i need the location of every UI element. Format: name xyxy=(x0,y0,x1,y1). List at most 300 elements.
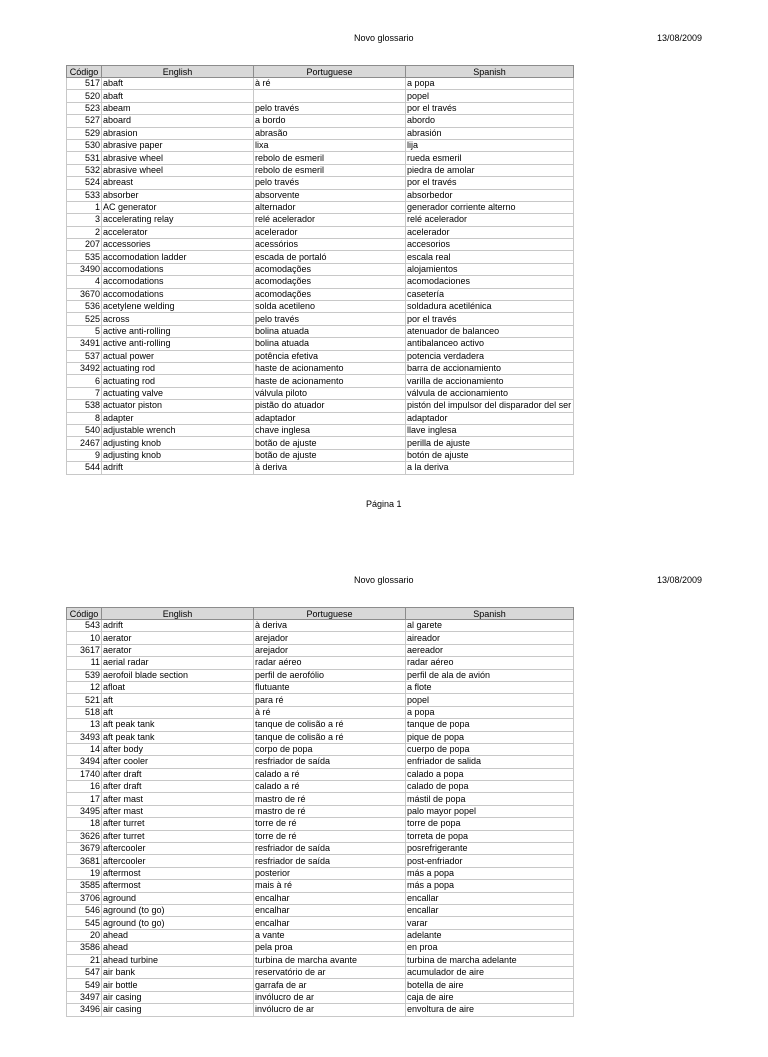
cell-spanish: barra de accionamiento xyxy=(406,362,574,374)
cell-english: aft xyxy=(102,706,254,718)
cell-portuguese: à deriva xyxy=(254,620,406,632)
cell-english: aground (to go) xyxy=(102,904,254,916)
cell-spanish: mástil de popa xyxy=(406,793,574,805)
cell-english: abreast xyxy=(102,177,254,189)
cell-english: aftercooler xyxy=(102,843,254,855)
header-title: Novo glossario xyxy=(354,33,414,43)
cell-portuguese: solda acetileno xyxy=(254,301,406,313)
cell-english: aground xyxy=(102,892,254,904)
cell-spanish: calado a popa xyxy=(406,768,574,780)
cell-code: 3626 xyxy=(67,830,102,842)
table-row xyxy=(67,313,574,325)
table-row xyxy=(67,375,574,387)
cell-spanish: varar xyxy=(406,917,574,929)
cell-english: adjusting knob xyxy=(102,449,254,461)
column-header-code: Código xyxy=(67,608,102,620)
table-row xyxy=(67,90,574,102)
cell-spanish: abrasión xyxy=(406,127,574,139)
cell-spanish: aereador xyxy=(406,644,574,656)
cell-spanish: caja de aire xyxy=(406,991,574,1003)
table-row xyxy=(67,362,574,374)
cell-code: 5 xyxy=(67,325,102,337)
cell-portuguese: potência efetiva xyxy=(254,350,406,362)
table-row xyxy=(67,412,574,424)
cell-code: 3585 xyxy=(67,880,102,892)
cell-code: 12 xyxy=(67,681,102,693)
cell-code: 535 xyxy=(67,251,102,263)
cell-code: 4 xyxy=(67,276,102,288)
cell-spanish: post-enfriador xyxy=(406,855,574,867)
cell-portuguese: botão de ajuste xyxy=(254,449,406,461)
table-row xyxy=(67,462,574,474)
cell-spanish: acomodaciones xyxy=(406,276,574,288)
cell-code: 545 xyxy=(67,917,102,929)
cell-spanish: turbina de marcha adelante xyxy=(406,954,574,966)
cell-portuguese: chave inglesa xyxy=(254,424,406,436)
glossary-table xyxy=(66,607,574,1017)
cell-code: 529 xyxy=(67,127,102,139)
cell-english: abeam xyxy=(102,102,254,114)
cell-english: air bottle xyxy=(102,979,254,991)
cell-english: air casing xyxy=(102,991,254,1003)
table-row xyxy=(67,127,574,139)
cell-code: 11 xyxy=(67,657,102,669)
cell-code: 3494 xyxy=(67,756,102,768)
cell-code: 533 xyxy=(67,189,102,201)
header-title: Novo glossario xyxy=(354,575,414,585)
cell-portuguese: acessórios xyxy=(254,239,406,251)
table-row xyxy=(67,805,574,817)
cell-english: aftermost xyxy=(102,867,254,879)
table-header-row xyxy=(67,66,574,78)
table-header-row xyxy=(67,608,574,620)
cell-english: aerofoil blade section xyxy=(102,669,254,681)
cell-english: accomodations xyxy=(102,288,254,300)
cell-portuguese: acomodações xyxy=(254,288,406,300)
cell-code: 3681 xyxy=(67,855,102,867)
page-footer: Página 1 xyxy=(366,499,402,509)
cell-portuguese: corpo de popa xyxy=(254,743,406,755)
cell-code: 17 xyxy=(67,793,102,805)
cell-spanish: abordo xyxy=(406,115,574,127)
table-row xyxy=(67,880,574,892)
table-row xyxy=(67,979,574,991)
cell-portuguese: invólucro de ar xyxy=(254,1004,406,1016)
table-row xyxy=(67,731,574,743)
cell-code: 523 xyxy=(67,102,102,114)
table-row xyxy=(67,620,574,632)
cell-code: 536 xyxy=(67,301,102,313)
cell-code: 549 xyxy=(67,979,102,991)
cell-code: 3490 xyxy=(67,263,102,275)
cell-code: 532 xyxy=(67,164,102,176)
cell-code: 525 xyxy=(67,313,102,325)
table-row xyxy=(67,954,574,966)
table-row xyxy=(67,449,574,461)
cell-portuguese: encalhar xyxy=(254,904,406,916)
cell-spanish: tanque de popa xyxy=(406,719,574,731)
cell-portuguese: haste de acionamento xyxy=(254,362,406,374)
table-row xyxy=(67,251,574,263)
cell-english: after body xyxy=(102,743,254,755)
cell-spanish: aireador xyxy=(406,632,574,644)
table-row xyxy=(67,768,574,780)
cell-portuguese: pelo través xyxy=(254,102,406,114)
page-1 xyxy=(0,0,768,512)
cell-code: 13 xyxy=(67,719,102,731)
table-row xyxy=(67,917,574,929)
cell-english: aft xyxy=(102,694,254,706)
cell-english: actuator piston xyxy=(102,400,254,412)
cell-english: abrasive wheel xyxy=(102,152,254,164)
cell-code: 3493 xyxy=(67,731,102,743)
table-row xyxy=(67,424,574,436)
table-row xyxy=(67,855,574,867)
cell-code: 517 xyxy=(67,78,102,90)
table-row xyxy=(67,681,574,693)
cell-spanish: más a popa xyxy=(406,867,574,879)
cell-portuguese: à ré xyxy=(254,706,406,718)
cell-spanish: más a popa xyxy=(406,880,574,892)
cell-spanish: por el través xyxy=(406,177,574,189)
table-row xyxy=(67,263,574,275)
table-row xyxy=(67,867,574,879)
cell-portuguese: bolina atuada xyxy=(254,338,406,350)
cell-code: 20 xyxy=(67,929,102,941)
cell-code: 207 xyxy=(67,239,102,251)
cell-english: after draft xyxy=(102,768,254,780)
cell-portuguese: abrasão xyxy=(254,127,406,139)
cell-code: 14 xyxy=(67,743,102,755)
table-body xyxy=(67,620,574,1017)
header-date: 13/08/2009 xyxy=(657,575,703,585)
table-row xyxy=(67,781,574,793)
table-row xyxy=(67,325,574,337)
cell-spanish: potencia verdadera xyxy=(406,350,574,362)
cell-english: afloat xyxy=(102,681,254,693)
table-row xyxy=(67,201,574,213)
cell-portuguese: mais à ré xyxy=(254,880,406,892)
cell-spanish: válvula de accionamiento xyxy=(406,387,574,399)
cell-code: 547 xyxy=(67,966,102,978)
cell-code: 10 xyxy=(67,632,102,644)
cell-code: 2467 xyxy=(67,437,102,449)
cell-code: 3497 xyxy=(67,991,102,1003)
cell-english: aft peak tank xyxy=(102,731,254,743)
table-row xyxy=(67,177,574,189)
cell-english: after draft xyxy=(102,781,254,793)
table-row xyxy=(67,669,574,681)
cell-spanish: pistón del impulsor del disparador del ser xyxy=(406,400,574,412)
cell-spanish: perfil de ala de avión xyxy=(406,669,574,681)
cell-portuguese: turbina de marcha avante xyxy=(254,954,406,966)
cell-english: after turret xyxy=(102,830,254,842)
cell-code: 537 xyxy=(67,350,102,362)
cell-portuguese: radar aéreo xyxy=(254,657,406,669)
cell-portuguese: calado a ré xyxy=(254,781,406,793)
cell-code: 3670 xyxy=(67,288,102,300)
cell-english: accessories xyxy=(102,239,254,251)
glossary-table xyxy=(66,65,574,475)
cell-portuguese: arejador xyxy=(254,632,406,644)
cell-code: 1 xyxy=(67,201,102,213)
cell-english: aground (to go) xyxy=(102,917,254,929)
cell-portuguese: lixa xyxy=(254,139,406,151)
cell-spanish: alojamientos xyxy=(406,263,574,275)
header-date: 13/08/2009 xyxy=(657,33,703,43)
cell-spanish: al garete xyxy=(406,620,574,632)
cell-spanish: por el través xyxy=(406,313,574,325)
cell-spanish: en proa xyxy=(406,942,574,954)
cell-code: 2 xyxy=(67,226,102,238)
cell-spanish: calado de popa xyxy=(406,781,574,793)
cell-spanish: encallar xyxy=(406,904,574,916)
cell-portuguese: encalhar xyxy=(254,917,406,929)
cell-english: ahead turbine xyxy=(102,954,254,966)
cell-portuguese: acomodações xyxy=(254,263,406,275)
cell-english: adrift xyxy=(102,462,254,474)
cell-portuguese: escada de portaló xyxy=(254,251,406,263)
cell-english: aboard xyxy=(102,115,254,127)
cell-portuguese: haste de acionamento xyxy=(254,375,406,387)
cell-spanish: atenuador de balanceo xyxy=(406,325,574,337)
table-row xyxy=(67,743,574,755)
cell-code: 3492 xyxy=(67,362,102,374)
cell-spanish: rueda esmeril xyxy=(406,152,574,164)
cell-portuguese: garrafa de ar xyxy=(254,979,406,991)
cell-code: 7 xyxy=(67,387,102,399)
cell-english: actual power xyxy=(102,350,254,362)
cell-code: 3495 xyxy=(67,805,102,817)
cell-english: actuating rod xyxy=(102,375,254,387)
cell-english: after mast xyxy=(102,805,254,817)
cell-portuguese: bolina atuada xyxy=(254,325,406,337)
cell-portuguese: perfil de aerofólio xyxy=(254,669,406,681)
cell-code: 3679 xyxy=(67,843,102,855)
cell-spanish: enfriador de salida xyxy=(406,756,574,768)
cell-english: ahead xyxy=(102,942,254,954)
column-header-portuguese: Portuguese xyxy=(254,66,406,78)
cell-spanish: cuerpo de popa xyxy=(406,743,574,755)
cell-spanish: varilla de accionamiento xyxy=(406,375,574,387)
cell-english: abaft xyxy=(102,90,254,102)
table-row xyxy=(67,966,574,978)
cell-portuguese: a bordo xyxy=(254,115,406,127)
cell-portuguese: mastro de ré xyxy=(254,805,406,817)
cell-english: aerator xyxy=(102,632,254,644)
cell-portuguese: relé acelerador xyxy=(254,214,406,226)
cell-english: actuating rod xyxy=(102,362,254,374)
cell-spanish: encallar xyxy=(406,892,574,904)
cell-english: accelerator xyxy=(102,226,254,238)
cell-english: aft peak tank xyxy=(102,719,254,731)
cell-spanish: a popa xyxy=(406,78,574,90)
cell-portuguese: arejador xyxy=(254,644,406,656)
table-row xyxy=(67,226,574,238)
cell-english: abrasive wheel xyxy=(102,164,254,176)
cell-portuguese: flutuante xyxy=(254,681,406,693)
table-row xyxy=(67,892,574,904)
cell-spanish: popel xyxy=(406,694,574,706)
cell-spanish: posrefrigerante xyxy=(406,843,574,855)
cell-spanish: acelerador xyxy=(406,226,574,238)
cell-spanish: radar aéreo xyxy=(406,657,574,669)
cell-portuguese: rebolo de esmeril xyxy=(254,164,406,176)
table-row xyxy=(67,301,574,313)
cell-code: 544 xyxy=(67,462,102,474)
table-row xyxy=(67,719,574,731)
cell-english: abrasion xyxy=(102,127,254,139)
cell-spanish: adaptador xyxy=(406,412,574,424)
cell-english: air bank xyxy=(102,966,254,978)
cell-portuguese: reservatório de ar xyxy=(254,966,406,978)
cell-code: 531 xyxy=(67,152,102,164)
table-row xyxy=(67,632,574,644)
cell-spanish: piedra de amolar xyxy=(406,164,574,176)
cell-code: 524 xyxy=(67,177,102,189)
cell-portuguese: rebolo de esmeril xyxy=(254,152,406,164)
cell-english: active anti-rolling xyxy=(102,325,254,337)
column-header-portuguese: Portuguese xyxy=(254,608,406,620)
cell-spanish: soldadura acetilénica xyxy=(406,301,574,313)
cell-portuguese: resfriador de saída xyxy=(254,855,406,867)
cell-english: actuating valve xyxy=(102,387,254,399)
cell-code: 3617 xyxy=(67,644,102,656)
cell-english: accomodations xyxy=(102,263,254,275)
cell-code: 3491 xyxy=(67,338,102,350)
cell-english: accelerating relay xyxy=(102,214,254,226)
table-row xyxy=(67,694,574,706)
cell-spanish: pique de popa xyxy=(406,731,574,743)
cell-portuguese: posterior xyxy=(254,867,406,879)
cell-spanish: lija xyxy=(406,139,574,151)
cell-portuguese: acelerador xyxy=(254,226,406,238)
cell-code: 3706 xyxy=(67,892,102,904)
table-row xyxy=(67,139,574,151)
cell-spanish: absorbedor xyxy=(406,189,574,201)
cell-english: accomodations xyxy=(102,276,254,288)
cell-spanish: antibalanceo activo xyxy=(406,338,574,350)
cell-portuguese: pelo través xyxy=(254,313,406,325)
cell-portuguese: a vante xyxy=(254,929,406,941)
cell-english: after turret xyxy=(102,818,254,830)
cell-english: aftermost xyxy=(102,880,254,892)
cell-code: 8 xyxy=(67,412,102,424)
table-row xyxy=(67,1004,574,1016)
cell-spanish: por el través xyxy=(406,102,574,114)
cell-english: absorber xyxy=(102,189,254,201)
cell-english: accomodation ladder xyxy=(102,251,254,263)
cell-spanish: relé acelerador xyxy=(406,214,574,226)
cell-portuguese xyxy=(254,90,406,102)
cell-english: adjusting knob xyxy=(102,437,254,449)
cell-spanish: botella de aire xyxy=(406,979,574,991)
cell-code: 546 xyxy=(67,904,102,916)
cell-portuguese: adaptador xyxy=(254,412,406,424)
cell-english: aerator xyxy=(102,644,254,656)
cell-portuguese: torre de ré xyxy=(254,818,406,830)
cell-code: 19 xyxy=(67,867,102,879)
cell-portuguese: absorvente xyxy=(254,189,406,201)
cell-portuguese: alternador xyxy=(254,201,406,213)
cell-code: 521 xyxy=(67,694,102,706)
cell-spanish: accesorios xyxy=(406,239,574,251)
cell-english: after mast xyxy=(102,793,254,805)
column-header-code: Código xyxy=(67,66,102,78)
page-2 xyxy=(0,545,768,1057)
cell-english: adapter xyxy=(102,412,254,424)
cell-code: 9 xyxy=(67,449,102,461)
cell-english: AC generator xyxy=(102,201,254,213)
cell-spanish: envoltura de aire xyxy=(406,1004,574,1016)
cell-code: 530 xyxy=(67,139,102,151)
cell-code: 543 xyxy=(67,620,102,632)
cell-code: 18 xyxy=(67,818,102,830)
table-row xyxy=(67,338,574,350)
table-row xyxy=(67,657,574,669)
cell-code: 3586 xyxy=(67,942,102,954)
table-row xyxy=(67,276,574,288)
cell-code: 527 xyxy=(67,115,102,127)
table-row xyxy=(67,78,574,90)
cell-portuguese: acomodações xyxy=(254,276,406,288)
cell-portuguese: pelo través xyxy=(254,177,406,189)
cell-code: 539 xyxy=(67,669,102,681)
cell-portuguese: mastro de ré xyxy=(254,793,406,805)
cell-spanish: popel xyxy=(406,90,574,102)
table-row xyxy=(67,706,574,718)
cell-spanish: a flote xyxy=(406,681,574,693)
cell-english: air casing xyxy=(102,1004,254,1016)
cell-spanish: acumulador de aire xyxy=(406,966,574,978)
cell-code: 6 xyxy=(67,375,102,387)
cell-portuguese: tanque de colisão a ré xyxy=(254,719,406,731)
cell-spanish: a la deriva xyxy=(406,462,574,474)
table-row xyxy=(67,830,574,842)
cell-code: 520 xyxy=(67,90,102,102)
table-row xyxy=(67,644,574,656)
cell-code: 538 xyxy=(67,400,102,412)
table-row xyxy=(67,387,574,399)
cell-code: 1740 xyxy=(67,768,102,780)
column-header-spanish: Spanish xyxy=(406,66,574,78)
cell-code: 518 xyxy=(67,706,102,718)
table-row xyxy=(67,929,574,941)
cell-spanish: torre de popa xyxy=(406,818,574,830)
cell-portuguese: resfriador de saída xyxy=(254,843,406,855)
cell-portuguese: pistão do atuador xyxy=(254,400,406,412)
table-row xyxy=(67,350,574,362)
cell-spanish: llave inglesa xyxy=(406,424,574,436)
cell-english: across xyxy=(102,313,254,325)
table-row xyxy=(67,991,574,1003)
cell-portuguese: à deriva xyxy=(254,462,406,474)
cell-portuguese: resfriador de saída xyxy=(254,756,406,768)
cell-code: 21 xyxy=(67,954,102,966)
table-row xyxy=(67,942,574,954)
cell-spanish: torreta de popa xyxy=(406,830,574,842)
cell-portuguese: calado a ré xyxy=(254,768,406,780)
cell-portuguese: invólucro de ar xyxy=(254,991,406,1003)
cell-spanish: palo mayor popel xyxy=(406,805,574,817)
table-row xyxy=(67,152,574,164)
table-row xyxy=(67,102,574,114)
cell-english: aftercooler xyxy=(102,855,254,867)
cell-code: 16 xyxy=(67,781,102,793)
cell-code: 540 xyxy=(67,424,102,436)
table-row xyxy=(67,904,574,916)
cell-english: aerial radar xyxy=(102,657,254,669)
